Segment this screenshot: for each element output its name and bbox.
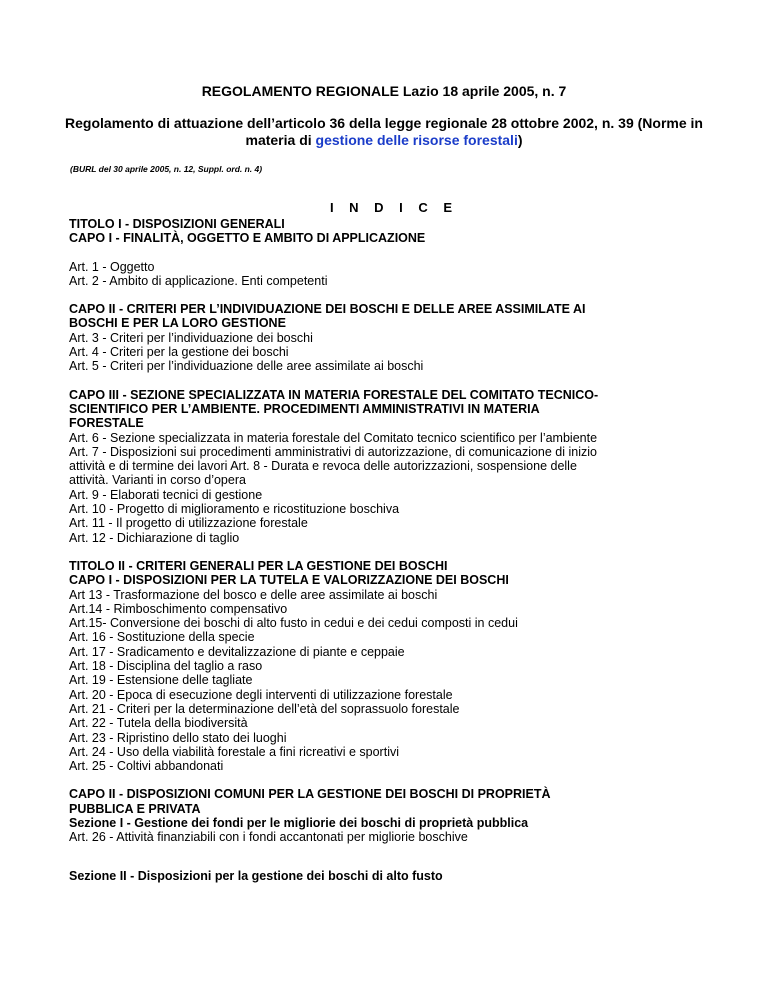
toc-entry: Art. 20 - Epoca di esecuzione degli interventi di utilizzazione forestale	[69, 687, 453, 702]
sezione-2-heading: Sezione II - Disposizioni per la gestione dei boschi di alto fusto	[69, 868, 443, 883]
toc-entry: Art. 25 - Coltivi abbandonati	[69, 759, 224, 774]
toc-entry: attività. Varianti in corso d’opera	[69, 473, 246, 488]
toc-entry: Art. 4 - Criteri per la gestione dei boschi	[69, 345, 289, 360]
index-heading: I N D I C E	[329, 200, 459, 215]
titolo-1-capo-3-line-2: SCIENTIFICO PER L’AMBIENTE. PROCEDIMENTI AMMINISTRATIVI IN MATERIA	[69, 401, 540, 416]
toc-entry: Art 13 - Trasformazione del bosco e delle aree assimilate ai boschi	[69, 587, 438, 602]
toc-entry: Art. 3 - Criteri per l’individuazione dei boschi	[69, 330, 313, 345]
toc-entry: attività e di termine dei lavori Art. 8 - Durata e revoca delle autorizzazioni, sospensione delle	[69, 459, 577, 474]
toc-entry: Art. 19 - Estensione delle tagliate	[69, 673, 253, 688]
titolo-1-capo-2-line-1: CAPO II - CRITERI PER L’INDIVIDUAZIONE DEI BOSCHI E DELLE AREE ASSIMILATE AI	[69, 302, 586, 317]
toc-entry: Art.14 - Rimboschimento compensativo	[69, 601, 288, 616]
toc-entry: Art. 17 - Sradicamento e devitalizzazione di piante e ceppaie	[69, 644, 405, 659]
toc-entry: Art. 26 - Attività finanziabili con i fondi accantonati per migliorie boschive	[69, 830, 468, 845]
subtitle-link[interactable]: gestione delle risorse forestali	[315, 132, 518, 148]
titolo-2-capo-1: CAPO I - DISPOSIZIONI PER LA TUTELA E VALORIZZAZIONE DEI BOSCHI	[69, 573, 509, 588]
titolo-2-heading: TITOLO II - CRITERI GENERALI PER LA GESTIONE DEI BOSCHI	[69, 558, 448, 573]
toc-entry: Art. 18 - Disciplina del taglio a raso	[69, 659, 263, 674]
toc-entry: Art.15- Conversione dei boschi di alto fusto in cedui e dei cedui composti in cedui	[69, 616, 518, 631]
toc-entry: Art. 7 - Disposizioni sui procedimenti amministrativi di autorizzazione, di comunicazione di inizio	[69, 444, 597, 459]
toc-entry: Art. 5 - Criteri per l’individuazione delle aree assimilate ai boschi	[69, 359, 424, 374]
subtitle-close: )	[517, 132, 523, 148]
subtitle-text: Regolamento di attuazione dell’articolo 36 della legge regionale 28 ottobre 2002, n. 39 (Norme in materia di	[65, 115, 703, 148]
toc-entry: Art. 6 - Sezione specializzata in materia forestale del Comitato tecnico scientifico per l’ambiente	[69, 430, 598, 445]
sezione-1-heading: Sezione I - Gestione dei fondi per le migliorie dei boschi di proprietà pubblica	[69, 815, 529, 830]
titolo-1-capo-3-line-1: CAPO III - SEZIONE SPECIALIZZATA IN MATERIA FORESTALE DEL COMITATO TECNICO-	[69, 387, 599, 402]
titolo-1-capo-2-line-2: BOSCHI E PER LA LORO GESTIONE	[69, 316, 286, 331]
titolo-1-heading: TITOLO I - DISPOSIZIONI GENERALI	[69, 217, 285, 231]
titolo-1-capo-3-line-3: FORESTALE	[69, 416, 144, 431]
document-subtitle	[60, 115, 708, 149]
titolo-2-capo-2-line-2: PUBBLICA E PRIVATA	[69, 801, 201, 816]
toc-entry: Art. 24 - Uso della viabilità forestale a fini ricreativi e sportivi	[69, 744, 399, 759]
titolo-2-capo-2-line-1: CAPO II - DISPOSIZIONI COMUNI PER LA GESTIONE DEI BOSCHI DI PROPRIETÀ	[69, 787, 551, 802]
toc-entry: Art. 1 - Oggetto	[69, 259, 155, 274]
titolo-1-capo-1: CAPO I - FINALITÀ, OGGETTO E AMBITO DI APPLICAZIONE	[69, 231, 426, 246]
toc-entry: Art. 16 - Sostituzione della specie	[69, 630, 255, 645]
toc-entry: Art. 11 - Il progetto di utilizzazione forestale	[69, 516, 308, 531]
table-of-contents	[69, 217, 729, 883]
burl-reference: (BURL del 30 aprile 2005, n. 12, Suppl. ord. n. 4)	[70, 164, 263, 174]
toc-entry: Art. 22 - Tutela della biodiversità	[69, 716, 248, 731]
toc-entry: Art. 23 - Ripristino dello stato dei luoghi	[69, 730, 287, 745]
document-title: REGOLAMENTO REGIONALE Lazio 18 aprile 2005, n. 7	[201, 83, 567, 99]
toc-entry: Art. 21 - Criteri per la determinazione dell’età del soprassuolo forestale	[69, 701, 460, 716]
toc-entry: Art. 9 - Elaborati tecnici di gestione	[69, 487, 263, 502]
toc-entry: Art. 12 - Dichiarazione di taglio	[69, 530, 240, 545]
toc-entry: Art. 2 - Ambito di applicazione. Enti competenti	[69, 273, 328, 288]
toc-entry: Art. 10 - Progetto di miglioramento e ricostituzione boschiva	[69, 502, 400, 517]
